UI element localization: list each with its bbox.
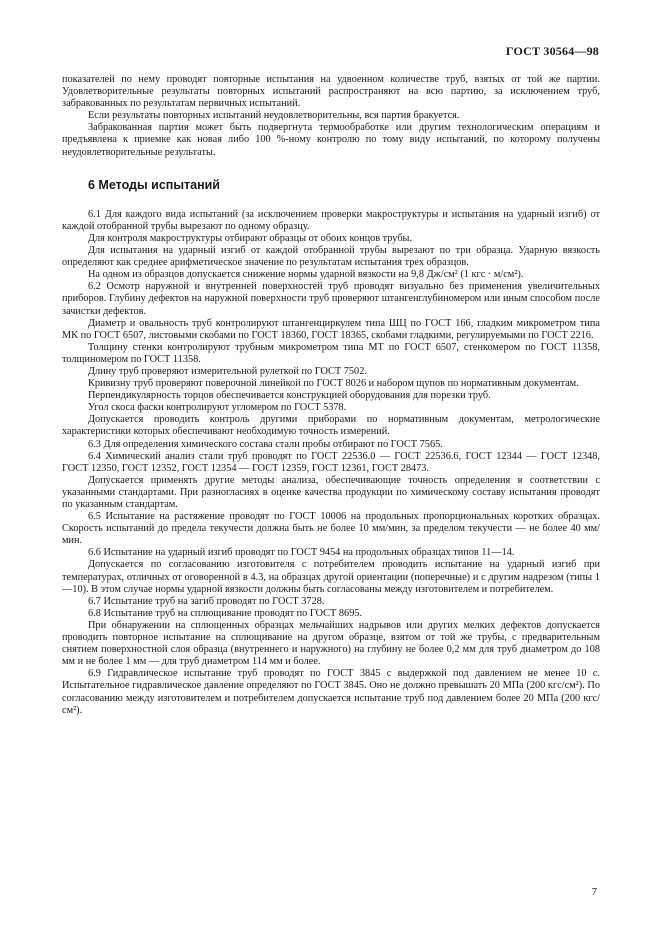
paragraph: 6.7 Испытание труб на загиб проводят по ГОСТ 3728. bbox=[88, 595, 325, 607]
paragraph: Перпендикулярность торцов обеспечивается конструкцией оборудования для порезки труб. bbox=[88, 390, 491, 402]
paragraph: Диаметр и овальность труб контролируют штангенциркулем типа ШЦ по ГОСТ 166, гладким микрометром типа МК по ГОСТ 6507, листовыми скобами по ГОСТ 18360, ГОСТ 18365, скобами гладкими, регулируемыми по ГОСТ 2216. bbox=[62, 317, 600, 341]
paragraph: 6.4 Химический анализ стали труб проводят по ГОСТ 22536.0 — ГОСТ 22536.6, ГОСТ 12344 — ГОСТ 12348, ГОСТ 12350, ГОСТ 12352, ГОСТ 12354 — ГОСТ 12359, ГОСТ 12361, ГОСТ 28473. bbox=[62, 450, 600, 474]
paragraph: 6.8 Испытание труб на сплющивание проводят по ГОСТ 8695. bbox=[88, 607, 363, 619]
paragraph: Для контроля макроструктуры отбирают образцы от обоих концов трубы. bbox=[88, 232, 413, 244]
page-number: 7 bbox=[591, 887, 597, 898]
paragraph: Угол скоса фаски контролируют угломером по ГОСТ 5378. bbox=[88, 402, 347, 414]
paragraph: 6.6 Испытание на ударный изгиб проводят по ГОСТ 9454 на продольных образцах типов 11—14. bbox=[88, 547, 515, 559]
paragraph: При обнаружении на сплющенных образцах мельчайших надрывов или других мелких дефектов допускается проводить повторное испытание на сплющивание на другом образце, взятом от той же трубы, с предварительным снятием поверхностной слоя образца (внутреннего и наружного) на глубину не более 0,2 мм для труб диаметром до 108 мм и не более 1 мм — для труб диаметром 114 мм и более. bbox=[62, 619, 600, 668]
standard-code-header: ГОСТ 30564—98 bbox=[505, 44, 599, 58]
paragraph: Допускается проводить контроль другими приборами по нормативным документам, метрологические характеристики которых обеспечивают необходимую точность измерений. bbox=[62, 414, 600, 438]
paragraph: Забракованная партия может быть подвергнута термообработке или другим технологическим операциям и предъявлена к приемке как новая либо 100 %-ному контролю по тому виду испытаний, по которому получены неудовлетворительные результаты. bbox=[62, 122, 600, 158]
paragraph: Допускается применять другие методы анализа, обеспечивающие точность определения в соответствии с указанными стандартами. При разногласиях в оценке качества продукции по химическому составу испытания проводят по указанным стандартам. bbox=[62, 474, 600, 510]
paragraph: Допускается по согласованию изготовителя с потребителем проводить испытание на ударный изгиб при температурах, отличных от оговоренной в 4.3, на образцах другой ориентации (поперечные) и с другим надрезом (типы 1—10). В этом случае нормы ударной вязкости должны быть согласованы между изготовителем и потребителем. bbox=[62, 559, 600, 595]
paragraph: Кривизну труб проверяют поверочной линейкой по ГОСТ 8026 и набором щупов по нормативным документам. bbox=[88, 378, 579, 390]
section-title: 6 Методы испытаний bbox=[88, 177, 220, 192]
paragraph: Для испытания на ударный изгиб от каждой отобранной трубы вырезают по три образца. Ударную вязкость определяют как среднее арифметическое значение по результатам испытания трех образцов. bbox=[62, 245, 600, 269]
paragraph: Если результаты повторных испытаний неудовлетворительны, вся партия бракуется. bbox=[88, 110, 460, 122]
body-text bbox=[62, 74, 600, 717]
paragraph: 6.9 Гидравлическое испытание труб проводят по ГОСТ 3845 с выдержкой под давлением не менее 10 с. Испытательное гидравлическое давление определяют по ГОСТ 3845. Оно не должно превышать 20 МПа (200 кгс/см²). По согласованию между изготовителем и потребителем допускается испытание труб под давлением более 20 МПа (200 кгс/см²). bbox=[62, 668, 600, 716]
paragraph: Толщину стенки контролируют трубным микрометром типа МТ по ГОСТ 6507, стенкомером по ГОСТ 11358, толщиномером по ГОСТ 11358. bbox=[62, 341, 600, 365]
paragraph: Длину труб проверяют измерительной рулеткой по ГОСТ 7502. bbox=[88, 365, 367, 377]
paragraph: 6.5 Испытание на растяжение проводят по ГОСТ 10006 на продольных пропорциональных коротких образцах. Скорость испытаний до предела текучести должна быть не более 10 мм/мин, за пределом текучести — не более 40 мм/мин. bbox=[62, 511, 600, 547]
paragraph: На одном из образцов допускается снижение нормы ударной вязкости на 9,8 Дж/см² (1 кгс · м/см²). bbox=[88, 269, 524, 281]
paragraph: показателей по нему проводят повторные испытания на удвоенном количестве труб, взятых от той же партии. Удовлетворительные результаты повторных испытаний распространяют на всю партию, за исключением труб, забракованных по результатам первичных испытаний. bbox=[62, 74, 600, 110]
paragraph: 6.3 Для определения химического состава стали пробы отбирают по ГОСТ 7565. bbox=[88, 438, 443, 450]
paragraph: 6.2 Осмотр наружной и внутренней поверхностей труб проводят визуально без применения увеличительных приборов. Глубину дефектов на наружной поверхности труб проверяют штангенглубиномером или иным способом после зачистки дефектов. bbox=[62, 281, 600, 317]
paragraph: 6.1 Для каждого вида испытаний (за исключением проверки макроструктуры и испытания на ударный изгиб) от каждой отобранной трубы вырезают по одному образцу. bbox=[62, 208, 600, 232]
